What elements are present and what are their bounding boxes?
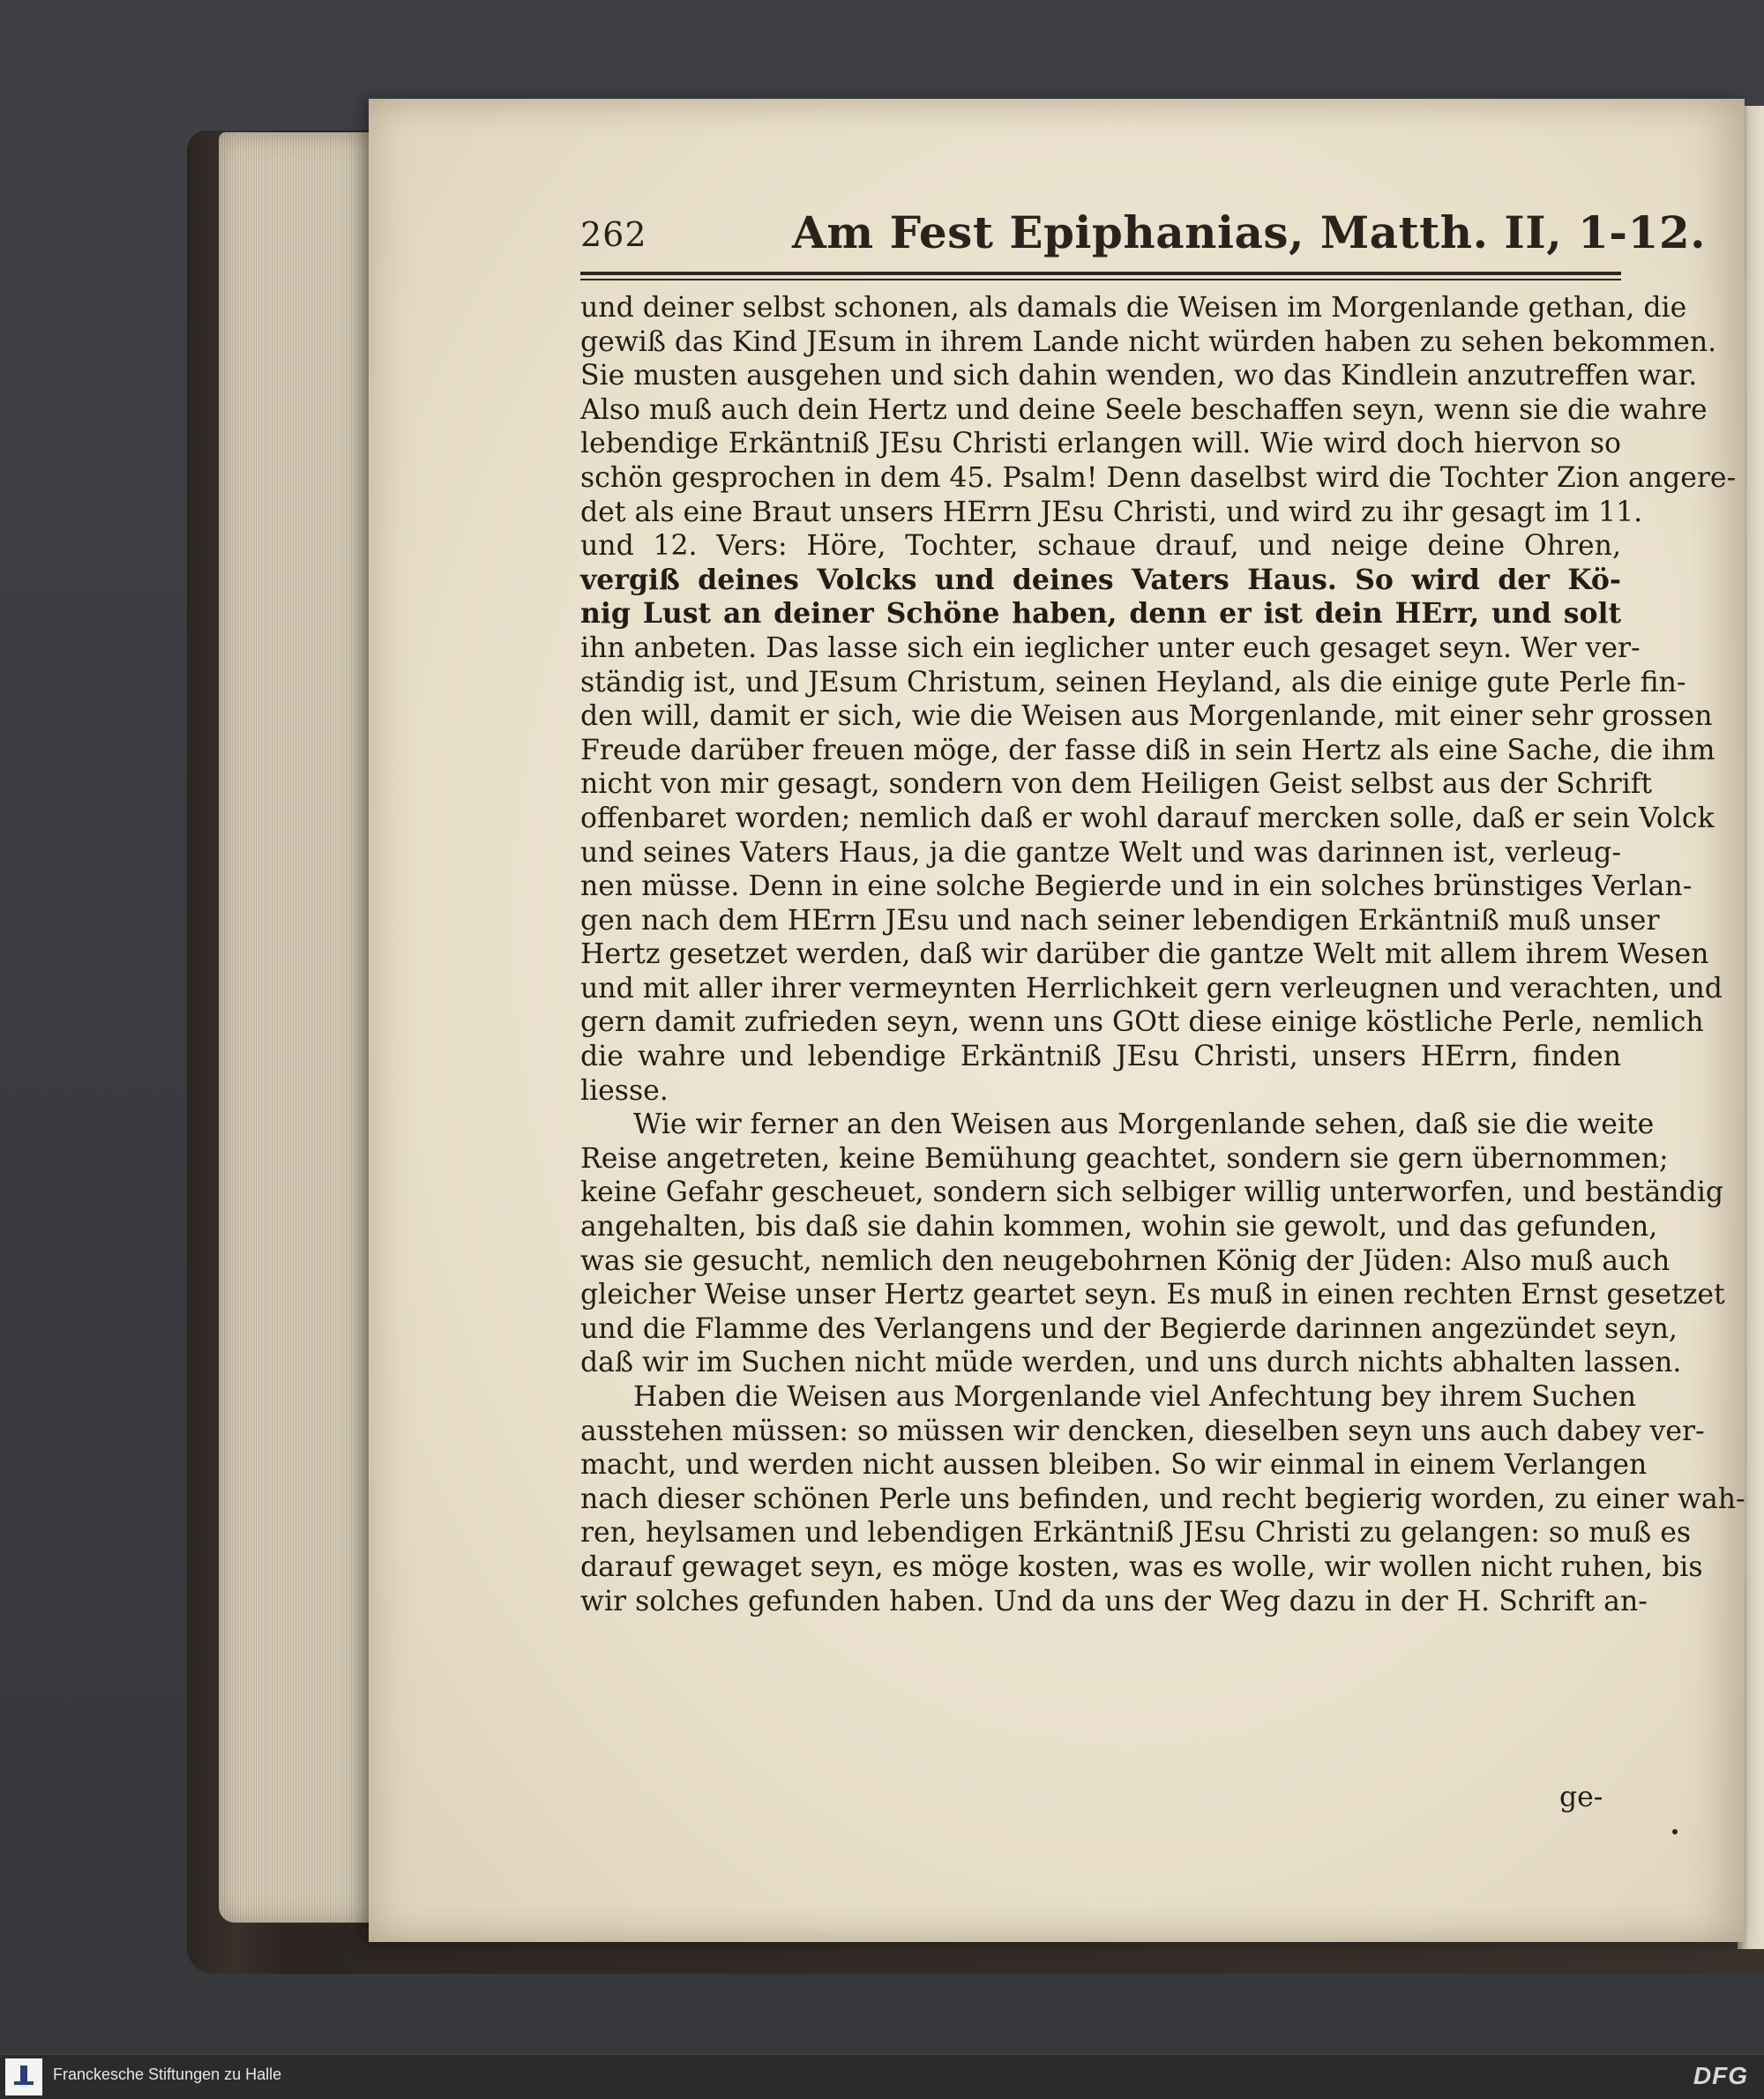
running-head-title: Am Fest Epiphanias, Matth. II, 1-12.	[792, 206, 1707, 258]
text-line: angehalten, bis daß sie dahin kommen, wohin sie gewolt, und das gefunden,	[580, 1211, 1658, 1244]
text-line: gen nach dem HErrn JEsu und nach seiner lebendigen Erkäntniß muß unser	[580, 904, 1660, 937]
text-line: Sie musten ausgehen und sich dahin wenden, wo das Kindlein anzutreffen war.	[580, 360, 1698, 392]
text-line: Wie wir ferner an den Weisen aus Morgenlande sehen, daß sie die weite	[633, 1109, 1655, 1141]
ink-speck	[1672, 1829, 1678, 1834]
text-line: die wahre und lebendige Erkäntniß JEsu Christi, unsers HErrn, finden	[580, 1041, 1621, 1073]
text-line: und seines Vaters Haus, ja die gantze Welt und was darinnen ist, verleug-	[580, 836, 1621, 869]
text-line: nicht von mir gesagt, sondern von dem Heiligen Geist selbst aus der Schrift	[580, 768, 1653, 801]
text-line: macht, und werden nicht aussen bleiben. So wir einmal in einem Verlangen	[580, 1449, 1648, 1482]
text-line: und mit aller ihrer vermeynten Herrlichkeit gern verleugnen und verachten, und	[580, 972, 1723, 1005]
text-line: Also muß auch dein Hertz und deine Seele beschaffen seyn, wenn sie die wahre	[580, 393, 1708, 426]
text-line: offenbaret worden; nemlich daß er wohl darauf mercken solle, daß er sein Volck	[580, 802, 1715, 834]
text-line: gern damit zufrieden seyn, wenn uns GOtt diese einige köstliche Perle, nemlich	[580, 1006, 1704, 1039]
text-line: liesse.	[580, 1074, 669, 1107]
text-line: gewiß das Kind JEsum in ihrem Lande nicht würden haben zu sehen bekommen.	[580, 325, 1717, 358]
text-line: gleicher Weise unser Hertz geartet seyn. Es muß in einen rechten Ernst gesetzet	[580, 1279, 1725, 1311]
page-block-edges	[219, 132, 369, 1923]
text-line: den will, damit er sich, wie die Weisen aus Morgenlande, mit einer sehr grossen	[580, 700, 1713, 733]
text-line: darauf gewaget seyn, es möge kosten, was es wolle, wir wollen nicht ruhen, bis	[580, 1550, 1703, 1583]
logo-mark	[20, 2065, 27, 2081]
text-line: und deiner selbst schonen, als damals die Weisen im Morgenlande gethan, die	[580, 292, 1687, 324]
text-line: schön gesprochen in dem 45. Psalm! Denn daselbst wird die Tochter Zion angere-	[580, 461, 1737, 494]
text-line: Freude darüber freuen möge, der fasse diß in sein Hertz als eine Sache, die ihm	[580, 734, 1715, 766]
text-line: lebendige Erkäntniß JEsu Christi erlangen will. Wie wird doch hiervon so	[580, 428, 1621, 460]
text-line: und die Flamme des Verlangens und der Begierde darinnen angezündet seyn,	[580, 1312, 1678, 1345]
text-line: ihn anbeten. Das lasse sich ein ieglicher unter euch gesaget seyn. Wer ver-	[580, 631, 1641, 664]
text-line: nen müsse. Denn in eine solche Begierde und in ein solches brünstiges Verlan-	[580, 870, 1693, 903]
text-line: nach dieser schönen Perle uns befinden, und recht begierig worden, zu einer wah-	[580, 1483, 1745, 1515]
catchword: ge-	[1559, 1782, 1603, 1813]
book-page	[369, 99, 1745, 1942]
text-line: was sie gesucht, nemlich den neugebohrnen König der Jüden: Also muß auch	[580, 1244, 1671, 1277]
head-rule	[580, 272, 1621, 275]
text-line: wir solches gefunden haben. Und da uns der Weg dazu in der H. Schrift an-	[580, 1585, 1648, 1617]
dfg-logo: DFG	[1693, 2062, 1748, 2089]
page-content	[580, 203, 1745, 1813]
institution-name[interactable]: Franckesche Stiftungen zu Halle	[53, 2065, 282, 2083]
logo-base	[14, 2081, 34, 2085]
text-line: keine Gefahr gescheuet, sondern sich selbiger willig unterworfen, und beständig	[580, 1176, 1724, 1209]
page-number: 262	[580, 215, 647, 254]
text-line: nig Lust an deiner Schöne haben, denn er ist dein HErr, und solt	[580, 597, 1621, 631]
institution-logo-icon[interactable]	[5, 2058, 42, 2095]
text-line: vergiß deines Volcks und deines Vaters Haus. So wird der Kö-	[580, 563, 1621, 596]
running-head	[580, 203, 1707, 268]
text-line: Haben die Weisen aus Morgenlande viel Anfechtung bey ihrem Suchen	[633, 1381, 1637, 1413]
text-line: und 12. Vers: Höre, Tochter, schaue drauf, und neige deine Ohren,	[580, 530, 1621, 563]
body-text	[580, 291, 1745, 1618]
footer-bar	[0, 2054, 1764, 2099]
text-line: ständig ist, und JEsum Christum, seinen Heyland, als die einige gute Perle fin-	[580, 666, 1686, 698]
text-line: ren, heylsamen und lebendigen Erkäntniß JEsu Christi zu gelangen: so muß es	[580, 1517, 1692, 1550]
text-line: ausstehen müssen: so müssen wir dencken, dieselben seyn uns auch dabey ver-	[580, 1415, 1705, 1447]
text-line: det als eine Braut unsers HErrn JEsu Christi, und wird zu ihr gesagt im 11.	[580, 496, 1643, 528]
head-rule-thin	[580, 279, 1621, 280]
text-line: Reise angetreten, keine Bemühung geachtet, sondern sie gern übernommen;	[580, 1142, 1669, 1175]
text-line: daß wir im Suchen nicht müde werden, und uns durch nichts abhalten lassen.	[580, 1347, 1682, 1379]
text-line: Hertz gesetzet werden, daß wir darüber die gantze Welt mit allem ihrem Wesen	[580, 938, 1709, 971]
